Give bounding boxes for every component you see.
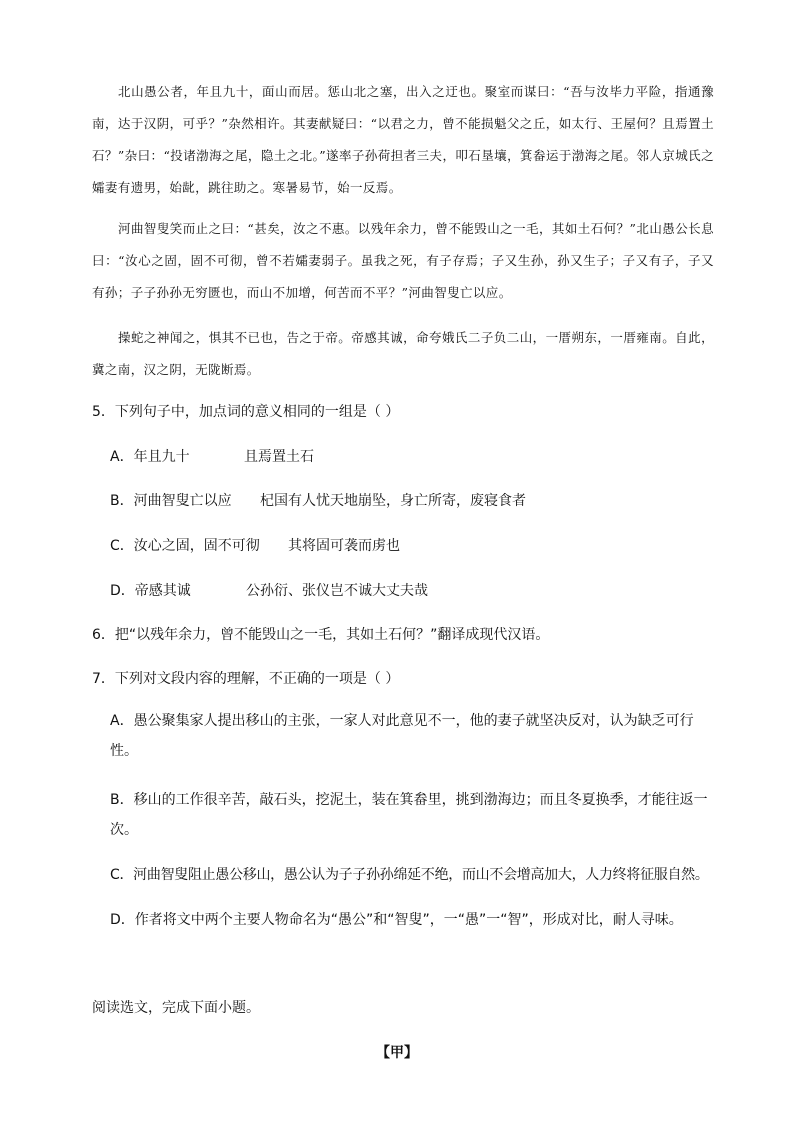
question-5-option-b [110, 490, 710, 512]
question-5-stem: 5．下列句子中，加点词的意义相同的一组是（ ） [92, 404, 400, 420]
option-c-second: 其将固可袭而虏也 [288, 538, 400, 554]
question-7-option-b: B．移山的工作很辛苦，敲石头，挖泥土，装在箕畚里，挑到渤海边；而且冬夏换季，才能往返一次。 [110, 792, 708, 838]
reading-instruction: 阅读选文，完成下面小题。 [92, 1000, 260, 1016]
option-a-first: A．年且九十 [110, 449, 190, 465]
passage-paragraph-3: 操蛇之神闻之，惧其不已也，告之于帝。帝感其诚，命夸娥氏二子负二山，一厝朔东，一厝雍南。自此，冀之南，汉之阴，无陇断焉。 [92, 330, 714, 377]
option-d-second: 公孙衍、张仪岂不诚大丈夫哉 [246, 583, 428, 599]
question-7-option-c: C．河曲智叟阻止愚公移山，愚公认为子子孙孙绵延不绝，而山不会增高加大，人力终将征服自然。 [110, 867, 709, 883]
option-b-first: B．河曲智叟亡以应 [110, 493, 232, 509]
passage-paragraph-2: 河曲智叟笑而止之曰：“甚矣，汝之不惠。以残年余力，曾不能毁山之一毛，其如土石何？”北山愚公长息曰：“汝心之固，固不可彻，曾不若孀妻弱子。虽我之死，有子存焉；子又生孙，孙又生子；子又有子，子又有孙；子子孙孙无穷匮也，而山不加增，何苦而不平？”河曲智叟亡以应。 [92, 221, 714, 300]
passage-paragraph-1: 北山愚公者，年且九十，面山而居。惩山北之塞，出入之迂也。聚室而谋曰：“吾与汝毕力平险，指通豫南，达于汉阴，可乎？”杂然相许。其妻献疑曰：“以君之力，曾不能损魁父之丘，如太行、王屋何？且焉置土石？”杂曰：“投诸渤海之尾，隐土之北。”遂率子孙荷担者三夫，叩石垦壤，箕畚运于渤海之尾。邻人京城氏之孀妻有遗男，始龀，跳往助之。寒暑易节，始一反焉。 [92, 84, 714, 195]
option-c-first: C．汝心之固，固不可彻 [110, 538, 260, 554]
question-7-option-d: D．作者将文中两个主要人物命名为“愚公”和“智叟”，一“愚”一“智”，形成对比，耐人寻味。 [110, 912, 683, 928]
question-5-option-d [110, 580, 710, 602]
question-6-stem: 6．把“以残年余力，曾不能毁山之一毛，其如土石何？”翻译成现代汉语。 [92, 627, 550, 643]
question-5-option-c [110, 535, 710, 557]
option-d-first: D．帝感其诚 [110, 583, 191, 599]
option-b-second: 杞国有人忧天地崩坠，身亡所寄，废寝食者 [260, 493, 526, 509]
question-7-option-a: A．愚公聚集家人提出移山的主张，一家人对此意见不一，他的妻子就坚决反对，认为缺乏可行性。 [110, 713, 694, 759]
section-mark: 【甲】 [376, 1045, 418, 1061]
question-5-option-a [110, 446, 710, 468]
question-7-stem: 7．下列对文段内容的理解，不正确的一项是（ ） [92, 671, 400, 687]
option-a-second: 且焉置土石 [244, 449, 314, 465]
